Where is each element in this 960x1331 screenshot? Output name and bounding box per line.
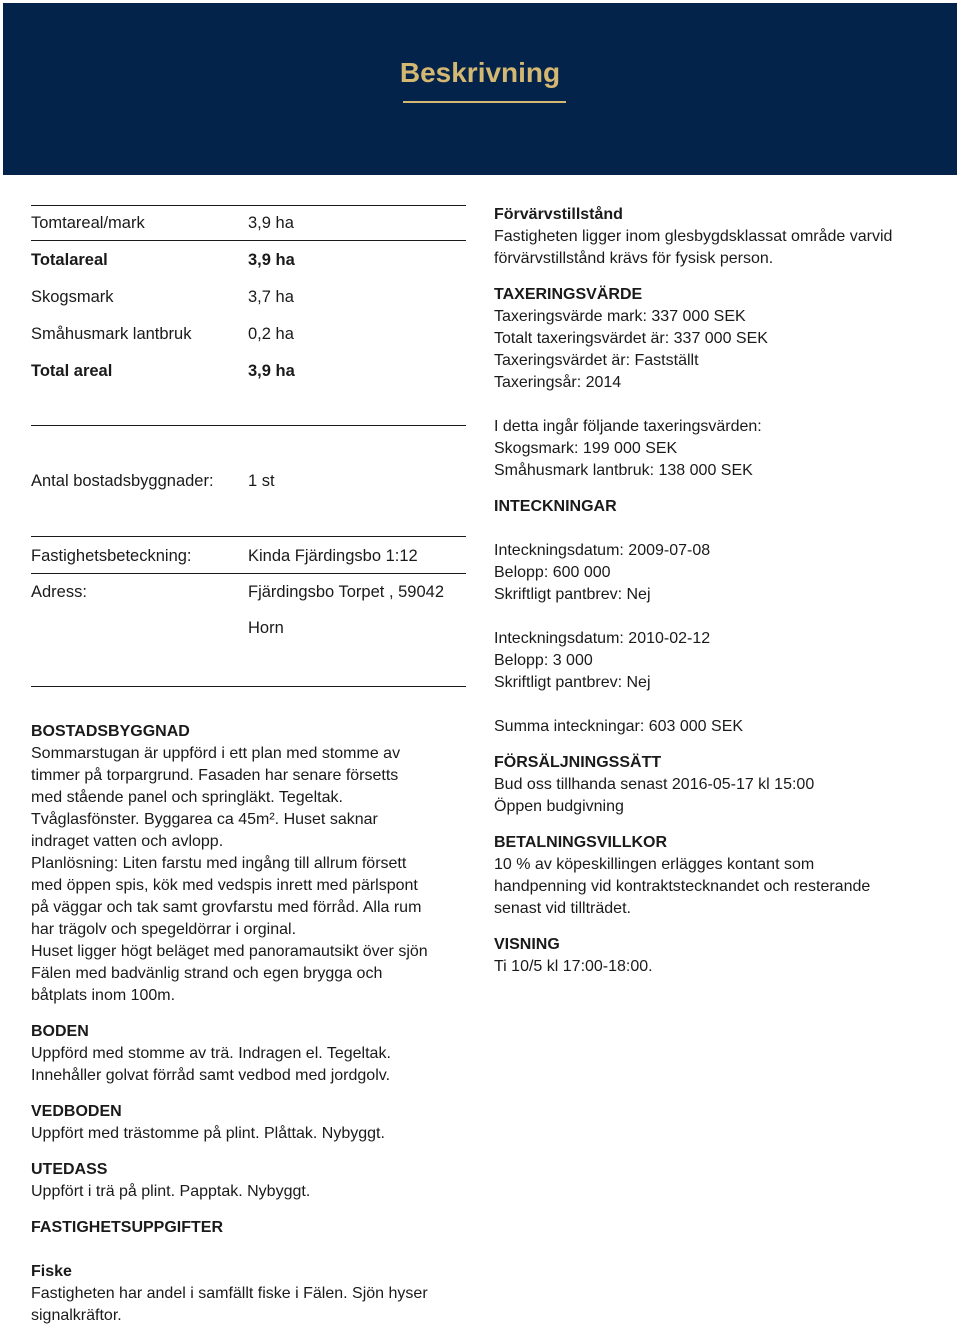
- text-line: Bud oss tillhanda senast 2016-05-17 kl 15:00: [494, 776, 815, 793]
- buildings-value: 1 st: [248, 472, 275, 490]
- text-line: signalkräftor.: [31, 1307, 122, 1324]
- address-line2: Horn: [248, 619, 284, 637]
- text-line: Taxeringsvärde mark: 337 000 SEK: [494, 308, 746, 325]
- divider: [31, 205, 466, 206]
- section-heading-taxeringsvarde: TAXERINGSVÄRDE: [494, 286, 643, 303]
- area-value: 3,7 ha: [248, 288, 294, 306]
- text-line: Fälen med badvänlig strand och egen brygga och: [31, 965, 383, 982]
- text-line: med öppen spis, kök med vedspis inrett med pärlspont: [31, 877, 418, 894]
- mortgage-date: Inteckningsdatum: 2010-02-12: [494, 630, 711, 647]
- text-line: Taxeringsvärdet är: Fastställt: [494, 352, 699, 369]
- divider: [31, 536, 466, 537]
- section-heading-forsaljningssatt: FÖRSÄLJNINGSSÄTT: [494, 754, 662, 771]
- title-underline: [403, 101, 566, 103]
- text-line: båtplats inom 100m.: [31, 987, 176, 1004]
- text-line: senast vid tillträdet.: [494, 900, 631, 917]
- mortgage-amount: Belopp: 600 000: [494, 564, 611, 581]
- divider: [31, 425, 466, 426]
- divider: [31, 573, 466, 574]
- text-line: Taxeringsår: 2014: [494, 374, 622, 391]
- section-heading-visning: VISNING: [494, 936, 560, 953]
- area-label: Tomtareal/mark: [31, 214, 145, 232]
- area-value: 0,2 ha: [248, 325, 294, 343]
- text-line: med stående panel och springläkt. Tegeltak.: [31, 789, 343, 806]
- section-heading-fiske: Fiske: [31, 1263, 72, 1280]
- text-line: Ti 10/5 kl 17:00-18:00.: [494, 958, 653, 975]
- section-heading-fastighetsuppgifter: FASTIGHETSUPPGIFTER: [31, 1219, 224, 1236]
- section-heading-betalningsvillkor: BETALNINGSVILLKOR: [494, 834, 668, 851]
- buildings-label: Antal bostadsbyggnader:: [31, 472, 214, 490]
- address-line1: Fjärdingsbo Torpet , 59042: [248, 583, 444, 601]
- address-label: Adress:: [31, 583, 87, 601]
- text-line: Fastigheten ligger inom glesbygdsklassat område varvid: [494, 228, 893, 245]
- text-line: förvärvstillstånd krävs för fysisk person.: [494, 250, 774, 267]
- text-line: timmer på torpargrund. Fasaden har senare försetts: [31, 767, 399, 784]
- text-line: Öppen budgivning: [494, 798, 624, 815]
- right-column: [494, 204, 892, 978]
- text-line: Skogsmark: 199 000 SEK: [494, 440, 678, 457]
- area-label: Total areal: [31, 362, 113, 380]
- area-label: Småhusmark lantbruk: [31, 325, 192, 343]
- text-line: Småhusmark lantbruk: 138 000 SEK: [494, 462, 753, 479]
- text-line: på väggar och tak samt grovfarstu med förråd. Alla rum: [31, 899, 422, 916]
- designation-label: Fastighetsbeteckning:: [31, 547, 192, 565]
- text-line: Uppförd med stomme av trä. Indragen el. Tegeltak.: [31, 1045, 391, 1062]
- section-heading-forvarvstillstand: Förvärvstillstånd: [494, 206, 623, 223]
- section-heading-boden: BODEN: [31, 1023, 89, 1040]
- area-value: 3,9 ha: [248, 362, 295, 380]
- divider: [31, 240, 466, 241]
- page-title: Beskrivning: [399, 57, 561, 88]
- text-line: Tvåglasfönster. Byggarea ca 45m². Huset saknar: [31, 811, 378, 828]
- section-heading-utedass: UTEDASS: [31, 1161, 108, 1178]
- text-line: I detta ingår följande taxeringsvärden:: [494, 418, 762, 435]
- mortgage-written: Skriftligt pantbrev: Nej: [494, 586, 651, 603]
- left-description: [31, 721, 428, 1327]
- area-label: Totalareal: [31, 251, 108, 269]
- section-heading-inteckningar: INTECKNINGAR: [494, 498, 617, 515]
- area-value: 3,9 ha: [248, 214, 294, 232]
- section-heading-vedboden: VEDBODEN: [31, 1103, 122, 1120]
- area-label: Skogsmark: [31, 288, 114, 306]
- text-line: Huset ligger högt beläget med panoramautsikt över sjön: [31, 943, 428, 960]
- header-band: [3, 3, 957, 175]
- text-line: Uppfört med trästomme på plint. Plåttak. Nybyggt.: [31, 1125, 385, 1142]
- text-line: Planlösning: Liten farstu med ingång till allrum försett: [31, 855, 407, 872]
- text-line: indraget vatten och avlopp.: [31, 833, 224, 850]
- text-line: Totalt taxeringsvärdet är: 337 000 SEK: [494, 330, 768, 347]
- mortgage-date: Inteckningsdatum: 2009-07-08: [494, 542, 711, 559]
- mortgage-written: Skriftligt pantbrev: Nej: [494, 674, 651, 691]
- designation-value: Kinda Fjärdingsbo 1:12: [248, 547, 418, 565]
- text-line: handpenning vid kontraktstecknandet och resterande: [494, 878, 871, 895]
- text-line: Innehåller golvat förråd samt vedbod med jordgolv.: [31, 1067, 391, 1084]
- text-line: har trägolv och spegeldörrar i orginal.: [31, 921, 297, 938]
- area-value: 3,9 ha: [248, 251, 295, 269]
- divider: [31, 686, 466, 687]
- text-line: Sommarstugan är uppförd i ett plan med stomme av: [31, 745, 401, 762]
- text-line: 10 % av köpeskillingen erlägges kontant som: [494, 856, 815, 873]
- text-line: Uppfört i trä på plint. Papptak. Nybyggt.: [31, 1183, 311, 1200]
- mortgage-amount: Belopp: 3 000: [494, 652, 593, 669]
- text-line: Fastigheten har andel i samfällt fiske i Fälen. Sjön hyser: [31, 1285, 428, 1302]
- section-heading-bostadsbyggnad: BOSTADSBYGGNAD: [31, 723, 190, 740]
- mortgage-total: Summa inteckningar: 603 000 SEK: [494, 718, 744, 735]
